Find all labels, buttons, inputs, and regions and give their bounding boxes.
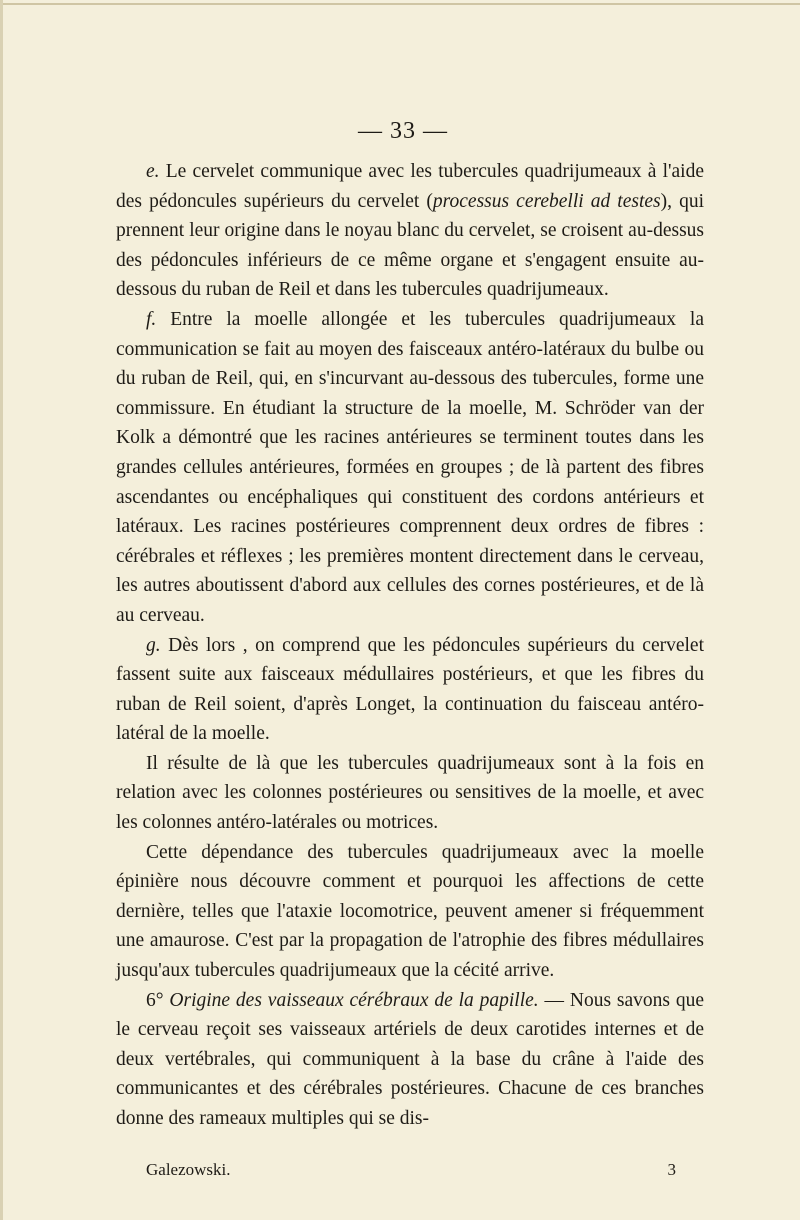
paragraph-label: g.: [146, 634, 161, 656]
section-heading: Origine des vaisseaux cérébraux de la papille.: [169, 989, 539, 1011]
page-footer: [146, 1160, 676, 1180]
footer-author: Galezowski.: [146, 1160, 231, 1179]
paragraph-text: Dès lors , on comprend que les pédoncules supérieurs du cervelet fassent suite aux faisceaux médullaires postérieurs, et que les fibres du ruban de Reil soient, d'après Longet, la continuation du faisceau antéro-latéral de la moelle.: [116, 634, 704, 745]
paragraph-e: [116, 157, 704, 305]
paragraph-section-6: [116, 986, 704, 1134]
paragraph-ataxia: [116, 838, 704, 986]
paragraph-text: ), qui prennent leur origine dans le noyau blanc du cervelet, se croisent au-dessus des pédoncules inférieurs de ce même organe et s'engagent ensuite au-dessous du ruban de Reil et dans les tubercules quadrijumeaux.: [116, 190, 704, 301]
paragraph-label: e.: [146, 161, 160, 182]
paragraph-text: Entre la moelle allongée et les tubercules quadrijumeaux la communication se fait au moyen des faisceaux antéro-latéraux du bulbe ou du ruban de Reil, qui, en s'incurvant au-dessous des tubercules, forme une commissure. En étudiant la structure de la moelle, M. Schröder van der Kolk a démontré que les racines antérieures se terminent toutes dans les grandes cellules antérieures, formées en groupes ; de là partent des fibres ascendantes ou encéphaliques qui constituent des cordons antérieurs et latéraux. Les racines postérieures comprennent deux ordres de fibres : cérébrales et réflexes ; les premières montent directement dans le cerveau, les autres aboutissent d'abord aux cellules des cornes postérieures, et de là au cerveau.: [116, 308, 704, 626]
paragraph-conclusion: [116, 749, 704, 838]
page-body: [116, 157, 704, 1134]
page-number: — 33 —: [358, 118, 448, 144]
paragraph-text: — Nous savons que le cerveau reçoit ses vaisseaux artériels de deux carotides internes et de deux vertébrales, qui communiquent à la base du crâne à l'aide des communicantes et des cérébrales postérieures. Chacune de ces branches donne des rameaux multiples qui se dis-: [116, 989, 704, 1129]
paragraph-g: [116, 631, 704, 749]
footer-signature-number: 3: [667, 1160, 676, 1179]
paragraph-label: f.: [146, 308, 157, 330]
paragraph-f: [116, 305, 704, 631]
top-edge-rule: [3, 3, 800, 5]
paragraph-text: Il résulte de là que les tubercules quadrijumeaux sont à la fois en relation avec les colonnes postérieures ou sensitives de la moelle, et avec les colonnes antéro-latérales ou motrices.: [116, 752, 704, 834]
paragraph-text: Le cervelet communique avec les tubercules quadrijumeaux à l'aide des pédoncules supérieurs du cervelet (: [116, 161, 704, 212]
section-number: 6°: [146, 989, 164, 1011]
latin-term: processus cerebelli ad testes: [432, 190, 661, 212]
paragraph-text: Cette dépendance des tubercules quadrijumeaux avec la moelle épinière nous découvre comment et pourquoi les affections de cette dernière, telles que l'ataxie locomotrice, peuvent amener si fréquemment une amaurose. C'est par la propagation de l'atrophie des fibres médullaires jusqu'aux tubercules quadrijumeaux que la cécité arrive.: [116, 841, 704, 982]
